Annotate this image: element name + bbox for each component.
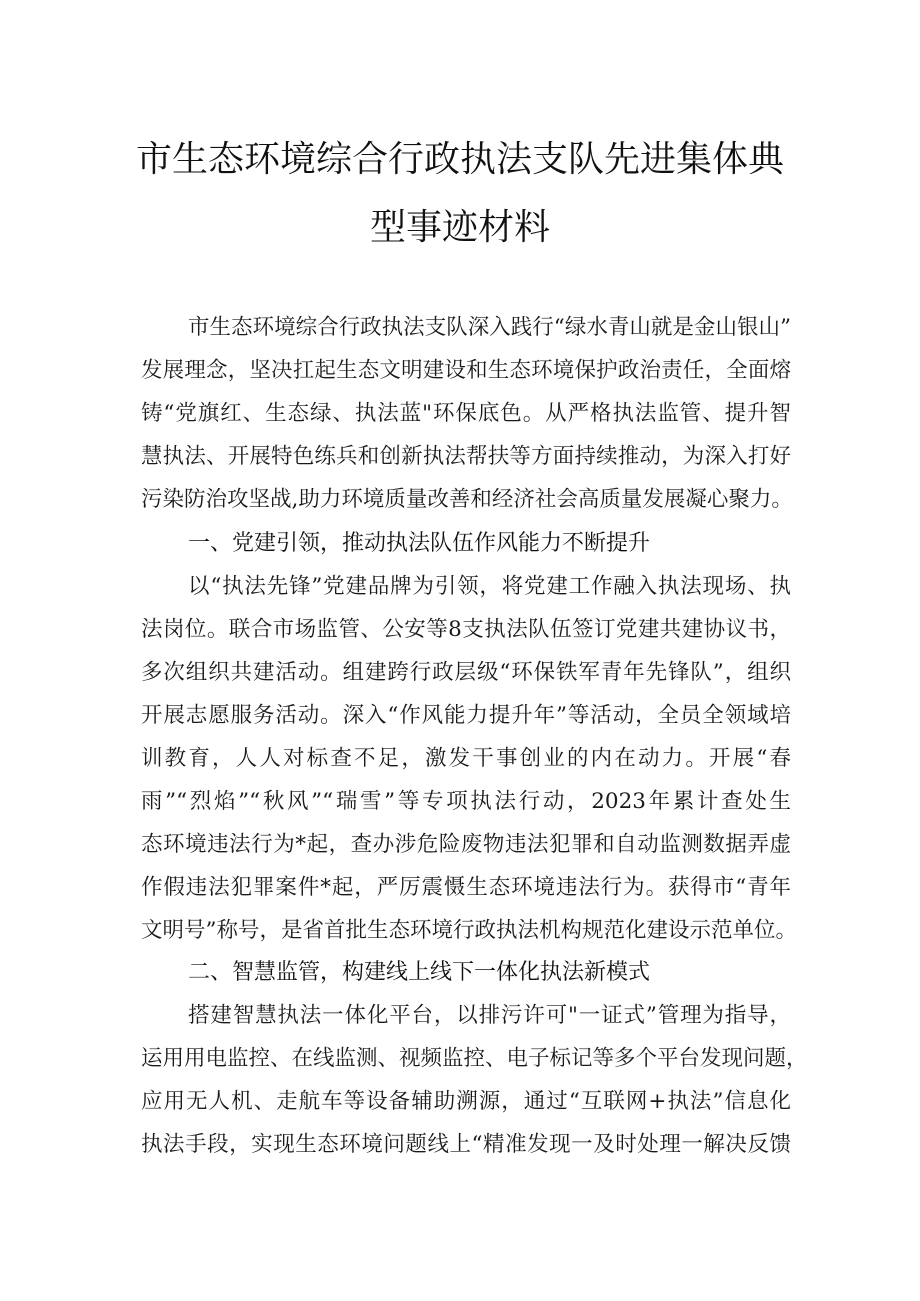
section-1-line: 以“执法先锋”党建品牌为引领，将党建工作融入执法现场、执 (188, 574, 791, 599)
section-1-line: 训教育，人人对标查不足，激发干事创业的内在动力。开展“春 (141, 746, 791, 771)
section-1-line: 开展志愿服务活动。深入“作风能力提升年”等活动，全员全领域培 (141, 703, 791, 728)
section-2-line: 执法手段，实现生态环境问题线上“精准发现一及时处理一解决反馈 (141, 1132, 791, 1157)
section-2-heading: 二、智慧监管，构建线上线下一体化执法新模式 (188, 960, 651, 985)
section-1-line: 作假违法犯罪案件*起，严厉震慑生态环境违法行为。获得市“青年 (141, 875, 791, 900)
intro-line: 污染防治攻坚战,助力环境质量改善和经济社会高质量发展凝心聚力。 (141, 487, 793, 512)
section-1-line: 态环境违法行为*起，查办涉危险废物违法犯罪和自动监测数据弄虚 (141, 832, 791, 857)
intro-line: 市生态环境综合行政执法支队深入践行“绿水青山就是金山银山” (188, 315, 791, 340)
section-1-line: 法岗位。联合市场监管、公安等8支执法队伍签订党建共建协议书， (141, 617, 791, 642)
intro-line: 铸“党旗红、生态绿、执法蓝"环保底色。从严格执法监管、提升智 (141, 401, 791, 426)
section-1-heading: 一、党建引领，推动执法队伍作风能力不断提升 (188, 531, 651, 556)
document-title-line-1: 市生态环境综合行政执法支队先进集体典 (135, 139, 784, 180)
section-1-line: 雨”“烈焰”“秋风”“瑞雪”等专项执法行动，2023年累计查处生 (141, 789, 791, 814)
intro-line: 发展理念，坚决扛起生态文明建设和生态环境保护政治责任，全面熔 (141, 358, 791, 383)
section-2-line: 应用无人机、走航车等设备辅助溯源，通过“互联网+执法”信息化 (141, 1089, 791, 1114)
section-1-line: 多次组织共建活动。组建跨行政层级“环保铁军青年先锋队”，组织 (141, 660, 791, 685)
section-2-line: 搭建智慧执法一体化平台，以排污许可"一证式”管理为指导， (188, 1003, 791, 1028)
document-title-line-2: 型事迹材料 (369, 207, 550, 248)
intro-line: 慧执法、开展特色练兵和创新执法帮扶等方面持续推动，为深入打好 (141, 444, 791, 469)
section-1-line: 文明号”称号，是省首批生态环境行政执法机构规范化建设示范单位。 (141, 918, 797, 943)
section-2-line: 运用用电监控、在线监测、视频监控、电子标记等多个平台发现问题， (141, 1046, 808, 1071)
